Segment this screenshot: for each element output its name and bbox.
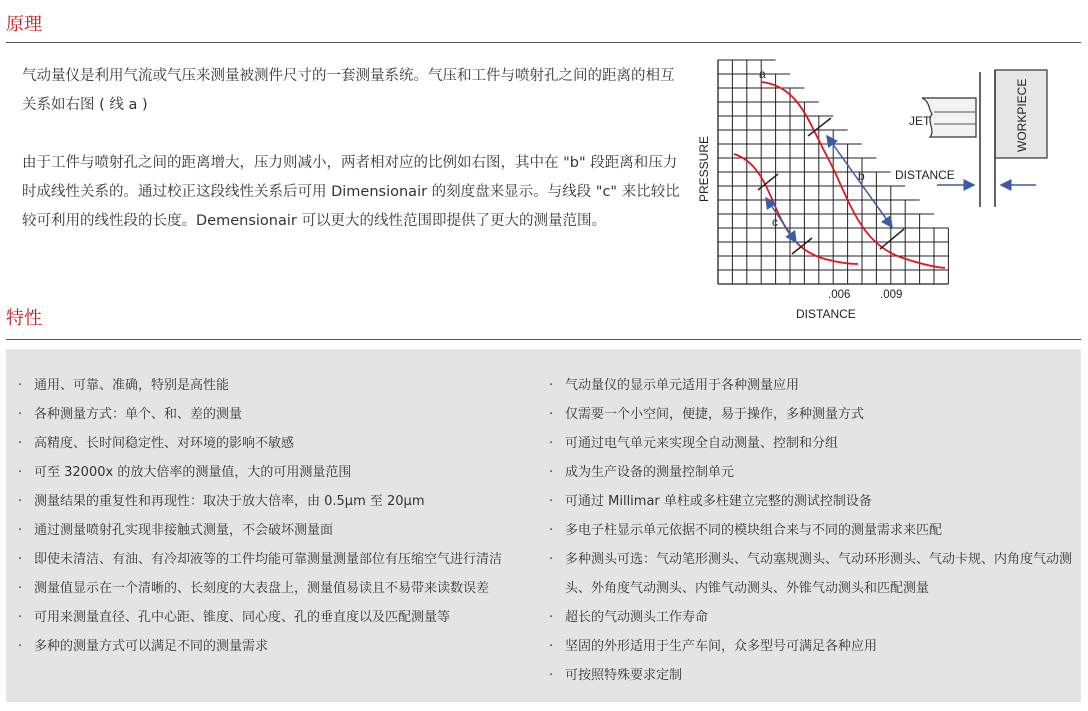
x-axis-label: DISTANCE — [796, 307, 856, 321]
feature-item: · 多种测头可选：气动笔形测头、气动塞规测头、气动环形测头、气动卡规、内角度气动测头、外角度气动测头、内锥气动测头、外锥气动测头和匹配测量 — [549, 552, 1073, 596]
pressure-distance-diagram — [690, 52, 1060, 332]
feature-item: · 多种的测量方式可以满足不同的测量需求 — [18, 639, 269, 654]
feature-item: · 可按照特殊要求定制 — [549, 668, 683, 683]
feature-item: · 测量结果的重复性和再现性：取决于放大倍率，由 0.5μm 至 20μm — [18, 494, 425, 509]
feature-item: · 可通过电气单元来实现全自动测量、控制和分组 — [549, 436, 839, 451]
label-c: c — [772, 215, 778, 229]
section-title-features: 特性 — [6, 308, 42, 329]
feature-item: · 气动量仪的显示单元适用于各种测量应用 — [549, 378, 800, 393]
x-tick-009: .009 — [880, 289, 903, 301]
features-panel — [6, 349, 1081, 702]
x-tick-006: .006 — [828, 289, 851, 301]
y-axis-label: PRESSURE — [697, 135, 711, 202]
jet-label: JET — [909, 114, 931, 128]
label-a: a — [759, 67, 766, 81]
arrow-c — [766, 198, 796, 242]
feature-item: · 可用来测量直径、孔中心距、锥度、同心度、孔的垂直度以及匹配测量等 — [18, 610, 451, 625]
section-divider-features — [6, 339, 1081, 340]
features-left-column — [18, 371, 548, 661]
feature-item: · 可至 32000x 的放大倍率的测量值，大的可用测量范围 — [18, 465, 352, 480]
feature-item: · 坚固的外形适用于生产车间，众多型号可满足各种应用 — [549, 639, 878, 654]
segment-b-end-tick — [880, 229, 904, 249]
feature-item: · 即使未清洁、有油、有冷却液等的工件均能可靠测量测量部位有压缩空气进行清洁 — [18, 552, 503, 567]
distance-label: DISTANCE — [895, 168, 955, 182]
feature-item: · 通用、可靠、准确，特别是高性能 — [18, 378, 230, 393]
feature-item: · 超长的气动测头工作寿命 — [549, 610, 709, 625]
principle-paragraph-2: 由于工件与喷射孔之间的距离增大，压力则减小，两者相对应的比例如右图，其中在 "b" 段距离和压力时成线性关系的。通过校正这段线性关系后可用 Dimensionair 的刻度盘来显示。与线段 "c" 来比较比较可利用的线性段的长度。Demensionair 可以更大的线性范围即提供了更大的测量范围。 — [22, 155, 680, 229]
feature-item: · 多电子柱显示单元依据不同的模块组合来与不同的测量需求来匹配 — [549, 523, 943, 538]
feature-item: · 仅需要一个小空间，便捷，易于操作，多种测量方式 — [549, 407, 865, 422]
curve-c — [734, 154, 858, 264]
label-b: b — [858, 169, 865, 183]
feature-item: · 成为生产设备的测量控制单元 — [549, 465, 735, 480]
workpiece-label: WORKPIECE — [1015, 78, 1029, 152]
section-divider-principle — [6, 42, 1081, 43]
feature-item: · 高精度、长时间稳定性、对环境的影响不敏感 — [18, 436, 295, 451]
feature-item: · 测量值显示在一个清晰的、长刻度的大表盘上，测量值易读且不易带来读数误差 — [18, 581, 490, 596]
features-right-column — [549, 371, 1074, 690]
feature-item: · 可通过 Millimar 单柱或多柱建立完整的测试控制设备 — [549, 494, 872, 509]
feature-item: · 通过测量喷射孔实现非接触式测量，不会破坏测量面 — [18, 523, 334, 538]
section-title-principle: 原理 — [6, 14, 42, 35]
principle-paragraph-1: 气动量仪是利用气流或气压来测量被测件尺寸的一套测量系统。气压和工件与喷射孔之间的距离的相互关系如右图 ( 线 a ) — [22, 68, 675, 113]
feature-item: · 各种测量方式：单个、和、差的测量 — [18, 407, 243, 422]
